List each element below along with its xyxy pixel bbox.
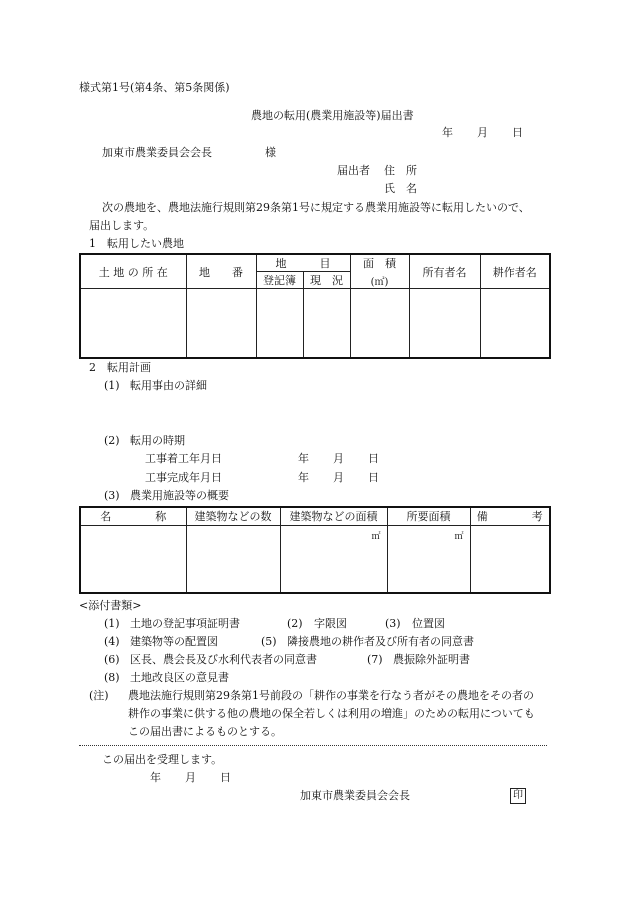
cell-area[interactable] [350, 289, 409, 358]
form-number: 様式第1号(第4条、第5条関係) [79, 81, 230, 94]
cell-location[interactable] [80, 289, 186, 358]
cell-facility-name[interactable] [80, 525, 186, 593]
end-date-label: 工事完成年月日 [145, 471, 222, 484]
date-year: 年 [442, 126, 453, 139]
sub1-label: 転用事由の詳細 [130, 379, 207, 392]
cell-registry[interactable] [256, 289, 303, 358]
intro-text-line1: 次の農地を、農地法施行規則第29条第1号に規定する農業用施設等に転用したいので、 [102, 201, 530, 214]
dotted-divider [79, 745, 547, 746]
facility-table [79, 506, 551, 594]
header-area-label: 面 積 [363, 257, 396, 270]
sub3-number: (3) [104, 489, 120, 502]
end-year: 年 [298, 471, 309, 484]
attachment-text: 区長、農会長及び水利代表者の同意書 [130, 653, 317, 666]
attachment-num: (3) [385, 617, 401, 630]
attachments-title: <添付書類> [79, 599, 142, 612]
attachment-text: 土地の登記事項証明書 [130, 617, 240, 630]
document-title: 農地の転用(農業用施設等)届出書 [251, 109, 414, 122]
attachment-text: 農振除外証明書 [393, 653, 470, 666]
receipt-signer: 加東市農業委員会会長 [300, 789, 410, 802]
date-day: 日 [512, 126, 523, 139]
header-owner: 所有者名 [409, 254, 480, 289]
header-required-area: 所要面積 [387, 507, 470, 525]
sub2-number: (2) [104, 434, 120, 447]
seal-mark: 印 [510, 788, 526, 804]
applicant-address-label: 住 所 [384, 164, 417, 177]
header-area [350, 254, 409, 289]
cell-cultivator[interactable] [480, 289, 550, 358]
cell-lot-number[interactable] [186, 289, 256, 358]
receipt-month: 月 [185, 771, 196, 784]
receipt-text: この届出を受理します。 [102, 753, 223, 766]
attachment-text: 建築物等の配置図 [130, 635, 218, 648]
header-building-area: 建築物などの面積 [280, 507, 387, 525]
sub3-label: 農業用施設等の概要 [130, 489, 229, 502]
cell-required-area[interactable] [387, 525, 470, 593]
section1-title: 1 転用したい農地 [89, 237, 184, 250]
attachment-num: (2) [287, 617, 303, 630]
applicant-name-label: 氏 名 [384, 182, 417, 195]
start-day: 日 [368, 452, 379, 465]
header-registry: 登記簿 [256, 272, 303, 289]
attachment-text: 土地改良区の意見書 [130, 671, 229, 684]
note-line3: この届出書によるものとする。 [128, 725, 282, 738]
receipt-year: 年 [150, 771, 161, 784]
applicant-label: 届出者 [337, 164, 370, 177]
date-month: 月 [477, 126, 488, 139]
header-area-unit: (㎡) [370, 277, 389, 288]
required-area-unit: ㎡ [454, 531, 464, 542]
addressee-name: 加東市農業委員会会長 [102, 146, 212, 159]
cell-building-area[interactable] [280, 525, 387, 593]
attachment-num: (5) [261, 635, 277, 648]
end-day: 日 [368, 471, 379, 484]
intro-text-line2: 届出します。 [89, 219, 155, 232]
start-date-label: 工事着工年月日 [145, 452, 222, 465]
header-location: 土 地 の 所 在 [80, 254, 186, 289]
header-current: 現 況 [303, 272, 350, 289]
header-cultivator: 耕作者名 [480, 254, 550, 289]
attachment-num: (6) [104, 653, 120, 666]
addressee-honorific: 様 [265, 146, 276, 159]
header-building-count: 建築物などの数 [186, 507, 280, 525]
note-line2: 耕作の事業に供する他の農地の保全若しくは利用の増進」のための転用についても [128, 707, 535, 720]
building-area-unit: ㎡ [371, 531, 381, 542]
attachment-text: 字限図 [314, 617, 347, 630]
start-month: 月 [333, 452, 344, 465]
cell-remarks[interactable] [470, 525, 550, 593]
note-line1: 農地法施行規則第29条第1号前段の「耕作の事業を行なう者がその農地をその者の [128, 689, 534, 702]
attachment-text: 隣接農地の耕作者及び所有者の同意書 [287, 635, 474, 648]
cell-owner[interactable] [409, 289, 480, 358]
sub2-label: 転用の時期 [130, 434, 185, 447]
attachment-num: (8) [104, 671, 120, 684]
attachment-text: 位置図 [412, 617, 445, 630]
start-year: 年 [298, 452, 309, 465]
note-label: (注) [89, 689, 109, 702]
header-facility-name: 名 称 [80, 507, 186, 525]
farmland-table [79, 253, 551, 359]
attachment-num: (7) [367, 653, 383, 666]
end-month: 月 [333, 471, 344, 484]
section2-title: 2 転用計画 [89, 361, 151, 374]
receipt-day: 日 [220, 771, 231, 784]
header-land-category: 地 目 [256, 254, 350, 272]
attachment-num: (4) [104, 635, 120, 648]
sub1-number: (1) [104, 379, 120, 392]
header-lot-number: 地 番 [186, 254, 256, 289]
header-remarks: 備 考 [470, 507, 550, 525]
attachment-num: (1) [104, 617, 120, 630]
cell-building-count[interactable] [186, 525, 280, 593]
cell-current[interactable] [303, 289, 350, 358]
